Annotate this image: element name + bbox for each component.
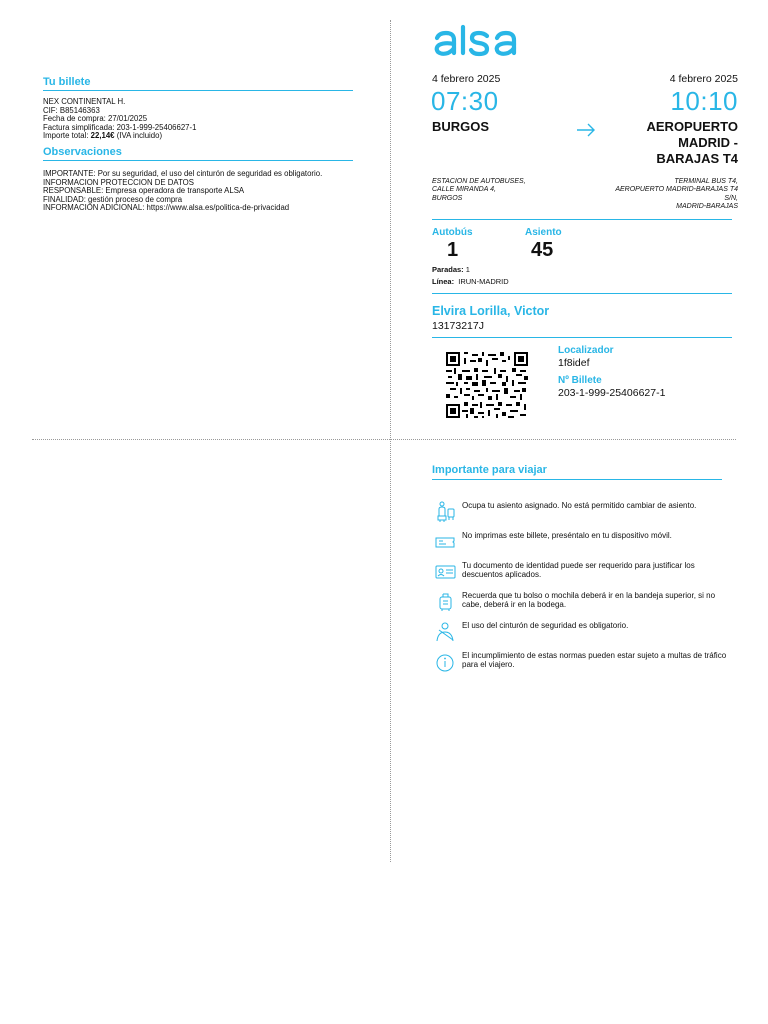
ticket-number-label: Nº Billete bbox=[558, 375, 602, 386]
line-label: Línea: bbox=[432, 277, 455, 286]
company-name: NEX CONTINENTAL H. bbox=[43, 97, 126, 106]
horizontal-fold-line bbox=[32, 439, 736, 440]
bus-label: Autobús bbox=[432, 227, 473, 238]
passenger-name: Elvira Lorilla, Victor bbox=[432, 304, 550, 318]
travel-rule-text: Ocupa tu asiento asignado. No está permitido cambiar de asiento. bbox=[462, 501, 697, 510]
cif-line: CIF: B85146363 bbox=[43, 105, 100, 115]
address-line: ESTACION DE AUTOBUSES, bbox=[432, 178, 526, 185]
ticket-info-panel bbox=[43, 76, 353, 213]
observations-text bbox=[43, 170, 353, 213]
travel-rule-item bbox=[434, 561, 734, 583]
total-amount: 22,14€ bbox=[90, 131, 115, 141]
origin-address bbox=[432, 178, 526, 203]
vertical-fold-line bbox=[390, 20, 391, 862]
travel-rule-text: Recuerda que tu bolso o mochila deberá ir en la bandeja superior, si no cabe, deberá ir en la bodega. bbox=[462, 591, 716, 610]
observation-line: INFORMACION PROTECCION DE DATOS bbox=[43, 177, 194, 187]
arrow-right-icon bbox=[576, 122, 596, 138]
divider bbox=[432, 219, 732, 220]
travel-rule-text: Tu documento de identidad puede ser requerido para justificar los descuentos aplicados. bbox=[462, 561, 695, 580]
divider bbox=[432, 293, 732, 294]
travel-rule-text: El uso del cinturón de seguridad es obligatorio. bbox=[462, 621, 629, 630]
bus-number: 1 bbox=[447, 239, 459, 261]
travel-rule-item bbox=[434, 651, 734, 673]
destination-city-line: AEROPUERTO bbox=[646, 119, 738, 134]
stops-line bbox=[432, 265, 470, 274]
id-card-icon bbox=[434, 561, 458, 583]
departure-date: 4 febrero 2025 bbox=[432, 73, 501, 85]
address-line: BURGOS bbox=[432, 194, 463, 202]
line-info bbox=[432, 277, 509, 286]
address-line: MADRID-BARAJAS bbox=[676, 203, 738, 211]
stops-value: 1 bbox=[465, 265, 470, 274]
observation-line: INFORMACION ADICIONAL: https://www.alsa.es/politica-de-privacidad bbox=[43, 203, 290, 213]
important-section-title: Importante para viajar bbox=[432, 464, 722, 480]
address-line: TERMINAL BUS T4, bbox=[674, 178, 738, 185]
ticket-icon bbox=[434, 531, 458, 553]
locator-value: 1f8idef bbox=[558, 357, 590, 369]
purchase-date: Fecha de compra: 27/01/2025 bbox=[43, 114, 148, 124]
qr-code bbox=[446, 352, 528, 418]
travel-rule-text: No imprimas este billete, preséntalo en tu dispositivo móvil. bbox=[462, 531, 672, 540]
ticket-details bbox=[43, 98, 353, 141]
observation-line: RESPONSABLE: Empresa operadora de transporte ALSA bbox=[43, 186, 245, 196]
alsa-logo bbox=[433, 24, 537, 60]
arrival-date: 4 febrero 2025 bbox=[669, 73, 738, 85]
observations-section-title: Observaciones bbox=[43, 146, 353, 161]
passenger-id: 13173217J bbox=[432, 320, 484, 332]
locator-label: Localizador bbox=[558, 345, 614, 356]
stops-label: Paradas: bbox=[432, 265, 464, 274]
line-value: IRUN-MADRID bbox=[458, 277, 509, 286]
travel-rule-item bbox=[434, 501, 734, 523]
origin-city: BURGOS bbox=[432, 119, 490, 134]
address-line: AEROPUERTO MADRID-BARAJAS T4 bbox=[615, 186, 738, 194]
ticket-section-title: Tu billete bbox=[43, 76, 353, 91]
invoice-line: Factura simplificada: 203-1-999-25406627-1 bbox=[43, 122, 197, 132]
total-suffix: (IVA incluido) bbox=[114, 131, 163, 141]
seat-label: Asiento bbox=[525, 227, 562, 238]
seat-number: 45 bbox=[531, 239, 554, 261]
info-icon bbox=[434, 651, 458, 673]
destination-city-line: MADRID - bbox=[678, 135, 738, 150]
observation-line: IMPORTANTE: Por su seguridad, el uso del cinturón de seguridad es obligatorio. bbox=[43, 168, 323, 178]
ticket-number-value: 203-1-999-25406627-1 bbox=[558, 387, 666, 399]
destination-city bbox=[618, 119, 738, 167]
total-prefix: Importe total: bbox=[43, 131, 91, 141]
departure-time: 07:30 bbox=[431, 86, 499, 116]
travel-rule-item bbox=[434, 531, 734, 553]
seat-icon bbox=[434, 501, 458, 523]
travel-rule-item bbox=[434, 621, 734, 643]
luggage-icon bbox=[434, 591, 458, 613]
total-line bbox=[43, 132, 353, 141]
seatbelt-icon bbox=[434, 621, 458, 643]
travel-rule-item bbox=[434, 591, 734, 613]
address-line: S/N, bbox=[724, 194, 738, 202]
observation-line: FINALIDAD: gestión proceso de compra bbox=[43, 194, 183, 204]
arrival-time: 10:10 bbox=[670, 86, 738, 116]
destination-address bbox=[578, 178, 738, 212]
address-line: CALLE MIRANDA 4, bbox=[432, 186, 496, 194]
divider bbox=[432, 337, 732, 338]
destination-city-line: BARAJAS T4 bbox=[656, 151, 738, 166]
travel-rule-text: El incumplimiento de estas normas pueden estar sujeto a multas de tráfico para el viajero. bbox=[462, 651, 727, 670]
